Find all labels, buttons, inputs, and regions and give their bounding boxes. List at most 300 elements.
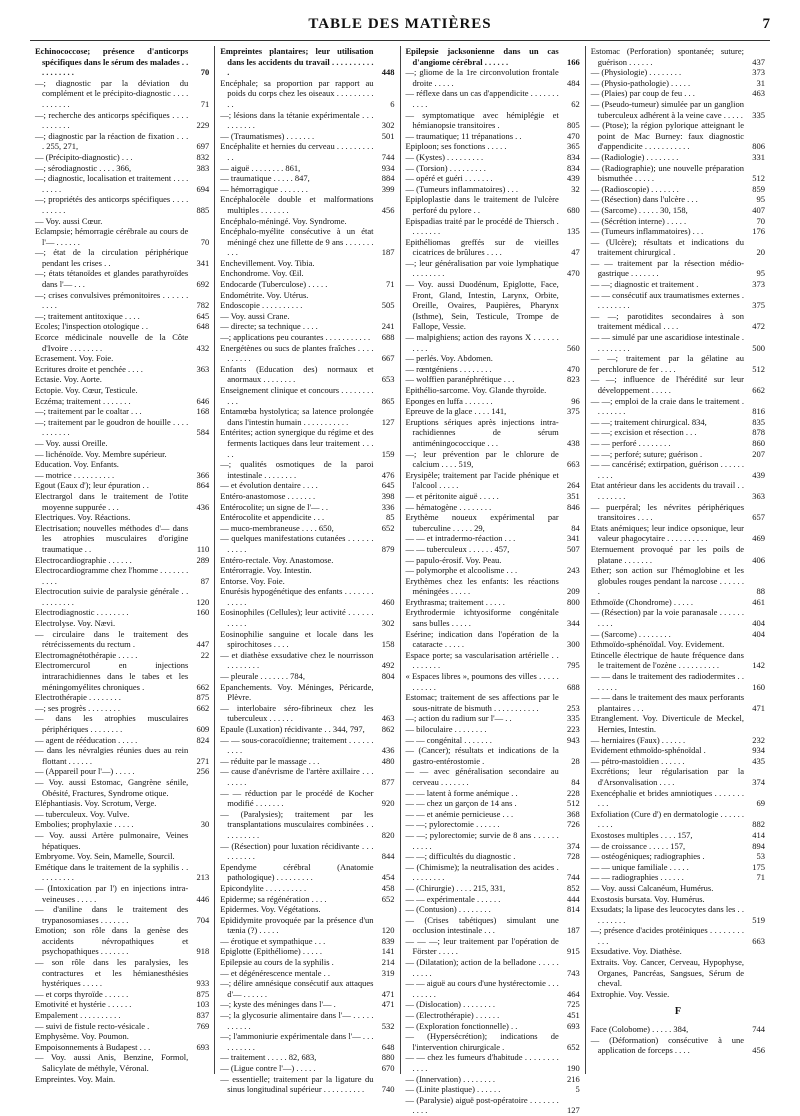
entry-text: Entéro-rectale. Voy. Anastomose. bbox=[220, 554, 334, 565]
entry-page: 885 bbox=[196, 204, 210, 215]
index-entry bbox=[591, 88, 765, 99]
entry-page: 823 bbox=[567, 374, 580, 385]
index-entry bbox=[35, 385, 209, 396]
entry-text: Echinococcose; présence d'anticorps spécifiques dans le sérum des malades . . . . . . . . . . bbox=[35, 46, 189, 78]
entry-text: — (Pseudo-tumeur) simulée par un ganglion tuberculeux adhérent à la veine cave . . . . . bbox=[590, 98, 744, 120]
index-entry bbox=[35, 131, 209, 152]
index-entry bbox=[591, 152, 765, 163]
index-entry bbox=[591, 237, 765, 258]
entry-page: 383 bbox=[196, 162, 210, 173]
index-entry bbox=[35, 555, 209, 566]
index-entry bbox=[591, 502, 765, 523]
entry-text: Ecoles; l'inspection otologique . . bbox=[35, 321, 148, 332]
index-entry bbox=[406, 364, 580, 375]
entry-text: Epidermes. Voy. Végétations. bbox=[220, 904, 321, 915]
entry-text: — et péritonite aiguë . . . . . bbox=[405, 490, 499, 501]
entry-page: 680 bbox=[567, 204, 580, 215]
entry-text: Electrothérapie . . . . . . . . bbox=[35, 692, 121, 703]
index-entry bbox=[406, 184, 580, 195]
entry-text: — —; traitement par la gélatine au perchlorure de fer . . . . bbox=[590, 353, 744, 374]
index-entry bbox=[406, 936, 580, 957]
index-entry bbox=[220, 957, 394, 968]
index-entry bbox=[220, 173, 394, 184]
entry-text: — (Chirurgie) . . . . 215, 331, bbox=[405, 882, 506, 893]
index-entry bbox=[220, 999, 394, 1010]
entry-text: — —; traitement chirurgical. 834, bbox=[590, 416, 707, 427]
entry-page: 366 bbox=[196, 469, 210, 480]
index-entry bbox=[220, 226, 394, 258]
entry-page: 653 bbox=[381, 374, 395, 385]
entry-page: 743 bbox=[567, 967, 580, 978]
index-entry bbox=[406, 152, 580, 163]
index-entry bbox=[591, 396, 765, 417]
entry-text: Empreintes. Voy. Main. bbox=[35, 1073, 116, 1084]
entry-page: 264 bbox=[567, 480, 580, 491]
entry-text: Emotion; son rôle dans la genèse des accidents névropathiques et psychopathiques . . . . . . . bbox=[35, 925, 189, 957]
index-entry bbox=[35, 470, 209, 481]
index-entry bbox=[220, 427, 394, 459]
entry-text: Encéphalo-méningé. Voy. Syndrome. bbox=[220, 215, 347, 226]
entry-page: 71 bbox=[200, 98, 210, 109]
index-entry bbox=[406, 1021, 580, 1032]
entry-text: — — unique familiale . . . . . bbox=[590, 861, 689, 872]
entry-text: Espace porte; sa vascularisation artérielle . . . . . . . . . bbox=[405, 649, 559, 671]
entry-text: Epicondylite . . . . . . . . . . bbox=[220, 882, 307, 893]
entry-text: Excrétions; leur régularisation par la d'Arsonvalisation . . . . bbox=[590, 766, 744, 787]
entry-text: Epaule (Luxation) récidivante . . 344, 797, bbox=[220, 724, 365, 734]
index-entry bbox=[591, 427, 765, 438]
entry-page: 336 bbox=[381, 501, 395, 512]
index-entry bbox=[406, 692, 580, 713]
index-entry bbox=[591, 438, 765, 449]
entry-text: Ecorce médicinale nouvelle de la Côte d'Ivoire . . . . . . . . bbox=[35, 332, 189, 353]
entry-text: Eclampsie; hémorragie cérébrale au cours de l'— . . . . . . bbox=[35, 226, 189, 247]
entry-page: 694 bbox=[196, 183, 210, 194]
entry-text: — (Contusion) . . . . . . . . bbox=[405, 904, 491, 915]
entry-text: Exsudative. Voy. Diathèse. bbox=[590, 946, 682, 957]
entry-page: 820 bbox=[381, 829, 395, 840]
entry-page: 207 bbox=[752, 448, 765, 459]
entry-text: Exfoliation (Cure d') en dermatologie . . . . . . . . . . bbox=[590, 808, 744, 830]
index-entry bbox=[220, 258, 394, 269]
entry-page: 363 bbox=[196, 363, 210, 374]
index-entry bbox=[406, 735, 580, 746]
index-entry bbox=[35, 194, 209, 215]
index-entry bbox=[591, 830, 765, 841]
index-entry bbox=[591, 894, 765, 905]
index-entry bbox=[35, 226, 209, 247]
entry-text: Erythème noueux expérimental par tuberculine . . . . . 29, bbox=[405, 512, 559, 533]
entry-text: Ectopie. Voy. Cœur, Testicule. bbox=[35, 385, 138, 395]
index-entry bbox=[591, 279, 765, 290]
entry-page: 120 bbox=[381, 925, 395, 936]
entry-page: 256 bbox=[196, 766, 210, 777]
index-entry bbox=[591, 756, 765, 767]
entry-page: 662 bbox=[196, 681, 210, 692]
index-entry bbox=[591, 925, 765, 946]
entry-page: 492 bbox=[381, 660, 395, 671]
index-entry bbox=[220, 533, 394, 554]
index-entry bbox=[406, 1074, 580, 1085]
entry-text: Enurésis hypogénétique des enfants . . . . . . . . . . . . bbox=[220, 586, 374, 607]
entry-text: Encéphale; sa proportion par rapport au poids du corps chez les oiseaux . . . . . . . . . . . bbox=[220, 77, 374, 109]
entry-page: 704 bbox=[196, 914, 210, 925]
index-entry bbox=[406, 502, 580, 513]
entry-page: 505 bbox=[381, 300, 395, 311]
entry-text: Eczéma; traitement . . . . . . . bbox=[35, 395, 131, 406]
entry-page: 406 bbox=[752, 554, 765, 565]
entry-text: Entamœba hystolytica; sa latence prolongée dans l'intestin humain . . . . . . . . . . . bbox=[220, 406, 374, 427]
entry-text: — — et intradermo-réaction . . . bbox=[405, 533, 516, 544]
entry-text: Exostosis bursata. Voy. Humérus. bbox=[590, 893, 705, 904]
index-entry bbox=[35, 290, 209, 311]
entry-text: —; leur prévention par le chlorure de calcium . . . . 519, bbox=[405, 448, 559, 470]
entry-text: — (Appareil pour l'—) . . . . . bbox=[35, 766, 135, 777]
entry-page: 862 bbox=[381, 724, 395, 734]
entry-page: 688 bbox=[381, 332, 395, 343]
entry-page: 436 bbox=[196, 501, 210, 512]
entry-text: Entorse. Voy. Foie. bbox=[220, 575, 285, 586]
entry-text: — — réduction par le procédé de Kocher modifié . . . . . . . bbox=[220, 787, 374, 809]
entry-text: Evidement ethmoïdo-sphénoïdal . bbox=[590, 745, 706, 756]
entry-page: 271 bbox=[196, 755, 210, 766]
entry-text: — — consécutif aux traumatismes externes . . . . . . . . . bbox=[590, 289, 744, 311]
index-entry bbox=[591, 417, 765, 428]
entry-page: 688 bbox=[567, 681, 580, 692]
index-entry bbox=[406, 544, 580, 555]
entry-text: Entérites; action synergique du régime et des ferments lactiques dans leur traitement . . . . . bbox=[220, 427, 374, 459]
entry-page: 480 bbox=[381, 755, 395, 766]
entry-page: 645 bbox=[381, 480, 395, 491]
index-entry bbox=[35, 851, 209, 862]
index-entry bbox=[35, 321, 209, 332]
index-entry bbox=[220, 565, 394, 576]
entry-text: Epispadias traité par le procédé de Thiersch . . . . . . . . bbox=[405, 215, 559, 237]
entry-page: 943 bbox=[567, 734, 580, 745]
entry-text: — — —; leur traitement par l'opération de Förster . . . . . bbox=[405, 935, 559, 957]
entry-page: 158 bbox=[381, 639, 395, 650]
entry-text: Epithélio-sarcome. Voy. Glande thyroïde. bbox=[405, 385, 547, 395]
entry-text: Ependyme cérébral (Anatomie pathologique) . . . . . . . . . bbox=[220, 861, 374, 883]
index-entry bbox=[220, 1063, 394, 1074]
entry-text: Extraits. Voy. Cancer, Cerveau, Hypophyse, Organes, Pancréas, Sangsues, Sérum de cheval. bbox=[590, 957, 744, 989]
index-entry bbox=[591, 841, 765, 852]
entry-text: —; leur généralisation par voie lymphatique . . . . . . . . bbox=[405, 257, 559, 279]
entry-text: Eosinophilie sanguine et locale dans les spirochitoses . . . . bbox=[220, 628, 374, 650]
entry-text: — traumatique; 11 trépanations . . bbox=[405, 130, 522, 141]
entry-page: 648 bbox=[381, 1041, 395, 1052]
entry-page: 458 bbox=[381, 882, 395, 893]
index-entry bbox=[220, 364, 394, 385]
entry-text: Encéphalite et hernies du cerveau . . . . . . . . . . . bbox=[220, 141, 374, 162]
entry-text: Epilepsie au cours de la syphilis . bbox=[220, 957, 334, 968]
entry-page: 744 bbox=[752, 1024, 765, 1035]
entry-page: 460 bbox=[381, 596, 395, 607]
entry-page: 652 bbox=[381, 522, 395, 533]
entry-text: — — congénital . . . . . . . bbox=[405, 734, 492, 745]
entry-page: 87 bbox=[200, 575, 210, 586]
entry-page: 507 bbox=[567, 543, 580, 554]
index-entry bbox=[220, 480, 394, 491]
entry-page: 877 bbox=[381, 776, 395, 787]
index-entry bbox=[35, 766, 209, 777]
index-entry bbox=[406, 46, 580, 67]
entry-page: 53 bbox=[756, 851, 765, 862]
entry-page: 214 bbox=[381, 957, 395, 968]
entry-page: 302 bbox=[381, 120, 395, 131]
entry-page: 471 bbox=[381, 988, 395, 999]
index-entry bbox=[35, 247, 209, 268]
index-entry bbox=[220, 290, 394, 301]
entry-text: — suivi de fistule recto-vésicale . bbox=[35, 1020, 150, 1031]
entry-page: 160 bbox=[752, 681, 765, 692]
entry-page: 31 bbox=[756, 77, 765, 88]
index-entry bbox=[35, 777, 209, 798]
entry-text: Electrocardiographie . . . . . . bbox=[35, 554, 132, 565]
index-entry bbox=[220, 883, 394, 894]
index-column-2 bbox=[215, 46, 400, 1095]
index-entry bbox=[591, 788, 765, 809]
entry-page: 374 bbox=[752, 776, 765, 787]
index-entry bbox=[220, 586, 394, 607]
index-entry bbox=[406, 766, 580, 787]
index-entry bbox=[35, 1031, 209, 1042]
entry-page: 414 bbox=[752, 829, 765, 840]
entry-text: Epanchements. Voy. Méninges, Péricarde, Plèvre. bbox=[220, 681, 374, 703]
entry-page: 814 bbox=[567, 904, 580, 915]
entry-page: 804 bbox=[381, 671, 395, 682]
entry-text: — —; parotidites secondaires à son traitement médical . . . . bbox=[590, 310, 744, 332]
entry-text: — érotique et sympathique . . . bbox=[220, 935, 326, 946]
entry-text: — — simulé par une ascaridiose intestinale . . . . . . . . . bbox=[590, 332, 744, 353]
index-entry bbox=[591, 99, 765, 120]
entry-text: —; diagnostic, localisation et traitement . . . . . . . . . bbox=[35, 173, 189, 194]
entry-text: — Voy. aussi Estomac, Gangrène sénile, Obésité, Fractures, Syndrome otique. bbox=[35, 776, 189, 798]
index-entry bbox=[35, 650, 209, 661]
entry-text: — — chez un garçon de 14 ans . bbox=[405, 798, 517, 809]
entry-text: — Voy. aussi Cœur. bbox=[35, 215, 103, 226]
index-entry bbox=[220, 946, 394, 957]
index-entry bbox=[591, 629, 765, 640]
entry-text: Emphysème. Voy. Poumon. bbox=[35, 1031, 129, 1042]
entry-page: 331 bbox=[752, 151, 765, 162]
entry-page: 645 bbox=[196, 310, 210, 321]
entry-text: — (Résection) par la voie paranasale . . . . . . . . . . bbox=[590, 607, 744, 629]
entry-page: 519 bbox=[752, 914, 765, 925]
entry-page: 934 bbox=[752, 745, 765, 756]
entry-text: —; états tétanoïdes et glandes parathyroïdes dans l'— . . . bbox=[35, 268, 189, 290]
entry-page: 127 bbox=[381, 416, 395, 427]
index-entry bbox=[406, 597, 580, 608]
entry-page: 692 bbox=[196, 279, 210, 290]
entry-page: 834 bbox=[567, 162, 580, 173]
entry-page: 884 bbox=[381, 173, 395, 184]
index-entry bbox=[406, 470, 580, 491]
index-entry bbox=[35, 480, 209, 491]
index-entry bbox=[591, 523, 765, 544]
entry-page: 404 bbox=[752, 628, 765, 639]
index-entry bbox=[35, 904, 209, 925]
index-entry bbox=[35, 78, 209, 110]
entry-text: Etats anémiques; leur indice opsonique, leur valeur phagocytaire . . . . . . . . . . bbox=[590, 522, 744, 544]
entry-page: 456 bbox=[381, 204, 395, 215]
index-entry bbox=[35, 173, 209, 194]
entry-text: Entéro-anastomose . . . . . . . bbox=[220, 490, 316, 501]
entry-page: 512 bbox=[752, 363, 765, 374]
index-entry bbox=[220, 671, 394, 682]
entry-text: — (Résection) dans l'ulcère . . . bbox=[590, 194, 698, 205]
index-entry bbox=[35, 618, 209, 629]
entry-text: — polymorphe et alcoolisme . . . bbox=[405, 565, 518, 576]
index-entry bbox=[591, 290, 765, 311]
entry-page: 880 bbox=[381, 1052, 395, 1063]
entry-page: 875 bbox=[196, 692, 210, 703]
index-entry bbox=[35, 629, 209, 650]
index-entry bbox=[591, 459, 765, 480]
index-entry bbox=[220, 703, 394, 724]
index-column-3 bbox=[401, 46, 586, 1116]
entry-text: — malpighiens; action des rayons X . . . . . . . . . . bbox=[405, 332, 559, 353]
entry-page: 190 bbox=[567, 1063, 580, 1073]
entry-text: Ecritures droite et penchée . . . . bbox=[35, 363, 143, 374]
entry-text: — (Précipito-diagnostic) . . . bbox=[35, 151, 133, 162]
index-entry bbox=[35, 459, 209, 470]
index-entry bbox=[220, 46, 394, 78]
entry-page: 368 bbox=[567, 808, 580, 819]
entry-text: Electromercurol en injections intrarachidiennes dans le tabes et les méningomyélites chroniques . bbox=[35, 660, 189, 692]
index-entry bbox=[406, 957, 580, 978]
entry-text: Epiploplastie dans le traitement de l'ulcère perforé du pylore . . bbox=[405, 194, 559, 215]
entry-text: Epiderme; sa régénération . . . . bbox=[220, 893, 327, 904]
index-column-4 bbox=[586, 46, 770, 1074]
entry-page: 95 bbox=[756, 194, 765, 205]
entry-page: 289 bbox=[196, 554, 210, 565]
entry-page: 30 bbox=[200, 819, 210, 830]
entry-page: 232 bbox=[752, 734, 765, 745]
entry-text: Entérocolite et appendicite . . . bbox=[220, 512, 325, 523]
entry-text: Estomac (Perforation) spontanée; suture; guérison . . . . . . bbox=[590, 46, 744, 67]
index-entry bbox=[35, 830, 209, 851]
entry-page: 448 bbox=[381, 67, 395, 78]
index-entry bbox=[35, 957, 209, 989]
index-entry bbox=[220, 978, 394, 999]
entry-page: 85 bbox=[386, 512, 395, 523]
entry-page: 435 bbox=[752, 755, 765, 766]
entry-page: 744 bbox=[567, 872, 580, 883]
entry-text: Embryome. Voy. Sein, Mamelle, Sourcil. bbox=[35, 851, 175, 862]
entry-page: 933 bbox=[196, 978, 210, 989]
index-entry bbox=[406, 819, 580, 830]
entry-text: —; la glycosurie alimentaire dans l'— . . . . . . . . . . . bbox=[220, 1010, 374, 1031]
index-entry bbox=[220, 682, 394, 703]
index-entry bbox=[220, 724, 394, 735]
entry-text: — — cancérisé; extirpation, guérison . . . . . . . . . . bbox=[590, 459, 744, 480]
entry-page: 439 bbox=[752, 469, 765, 480]
entry-text: Exostoses multiples . . . . 157, bbox=[590, 829, 693, 840]
index-entry bbox=[406, 999, 580, 1010]
index-entry bbox=[591, 332, 765, 353]
index-entry bbox=[406, 629, 580, 650]
index-entry bbox=[591, 597, 765, 608]
entry-text: —; traitement par le goudron de houille . . . . . . . . . . . bbox=[35, 416, 189, 438]
entry-page: 141 bbox=[381, 946, 395, 957]
entry-text: — (Paralysie) aiguë post-opératoire . . . . . . . . . . . bbox=[405, 1094, 559, 1116]
entry-page: 915 bbox=[567, 946, 580, 957]
entry-text: — Voy. aussi Duodénum, Epiglotte, Face, Front, Gland, Intestin, Larynx, Orbite, Oreille, Ovaires, Paupières, Pharynx (Isthme), Sein, Testicule, Trompe de Fallope, Vessie. bbox=[405, 279, 559, 332]
index-entry bbox=[406, 883, 580, 894]
index-entry bbox=[591, 671, 765, 692]
index-entry bbox=[591, 226, 765, 237]
index-entry bbox=[591, 862, 765, 873]
index-entry bbox=[35, 110, 209, 131]
entry-page: 142 bbox=[752, 660, 765, 671]
entry-page: 662 bbox=[196, 702, 210, 713]
entry-page: 782 bbox=[196, 300, 210, 311]
entry-page: 471 bbox=[381, 999, 395, 1010]
entry-text: — —; difficultés du diagnostic . bbox=[405, 851, 516, 862]
index-entry bbox=[35, 1074, 209, 1085]
index-entry bbox=[406, 385, 580, 396]
index-entry bbox=[591, 120, 765, 152]
index-entry bbox=[220, 311, 394, 322]
entry-text: —; traitement par le coaltar . . . bbox=[35, 406, 142, 417]
index-entry bbox=[220, 1074, 394, 1095]
entry-page: 5 bbox=[575, 1084, 580, 1095]
index-entry bbox=[220, 343, 394, 364]
index-entry bbox=[591, 809, 765, 830]
index-entry bbox=[406, 141, 580, 152]
entry-page: 439 bbox=[567, 173, 580, 184]
entry-text: —; kyste des méninges dans l'— . bbox=[220, 999, 336, 1010]
index-entry bbox=[220, 1010, 394, 1031]
entry-text: — (Physio-pathologie) . . . . . bbox=[590, 77, 691, 88]
entry-page: 476 bbox=[381, 469, 395, 480]
index-entry bbox=[35, 713, 209, 734]
entry-text: Electrargol dans le traitement de l'otite moyenne suppurée . . . bbox=[35, 490, 189, 512]
index-entry bbox=[591, 766, 765, 787]
entry-page: 229 bbox=[196, 120, 210, 131]
entry-text: Epiploon; ses fonctions . . . . . bbox=[405, 141, 507, 152]
entry-text: Ether; son action sur l'hémoglobine et les globules rouges pendant la narcose . . . . . . . bbox=[590, 565, 744, 597]
index-entry bbox=[220, 110, 394, 131]
entry-page: 438 bbox=[567, 437, 580, 448]
index-entry bbox=[406, 396, 580, 407]
entry-text: Electrocardiogramme chez l'homme . . . . . . . . . . . bbox=[35, 565, 189, 586]
entry-page: 127 bbox=[567, 1105, 580, 1116]
entry-page: 166 bbox=[567, 56, 580, 67]
index-entry bbox=[406, 131, 580, 142]
index-entry bbox=[406, 862, 580, 883]
entry-text: —; diagnostic par la déviation du complément et le précipito-diagnostic . . . . . . . . . . . bbox=[35, 77, 189, 109]
entry-text: — (Dislocation) . . . . . . . . bbox=[405, 999, 495, 1010]
entry-page: 560 bbox=[567, 342, 580, 353]
entry-text: — (Linite plastique) . . . . . . bbox=[405, 1084, 501, 1095]
index-entry bbox=[220, 141, 394, 162]
index-entry bbox=[35, 491, 209, 512]
index-entry bbox=[406, 88, 580, 109]
entry-text: — Voy. aussi Artère pulmonaire, Veines hépatiques. bbox=[35, 829, 189, 851]
entry-text: — (Intoxication par l') en injections intra-veineuses . . . . . bbox=[35, 882, 189, 904]
entry-text: Erythèmes chez les enfants: les réactions méningées . . . . . bbox=[405, 575, 559, 597]
entry-text: Egout (Eaux d'); leur épuration . . bbox=[35, 480, 149, 491]
entry-page: 187 bbox=[567, 925, 580, 936]
index-entry bbox=[406, 533, 580, 544]
entry-page: 670 bbox=[381, 1063, 395, 1073]
index-entry bbox=[35, 364, 209, 375]
index-entry bbox=[35, 703, 209, 714]
index-entry bbox=[591, 67, 765, 78]
page-title: TABLE DES MATIÈRES bbox=[308, 16, 492, 32]
